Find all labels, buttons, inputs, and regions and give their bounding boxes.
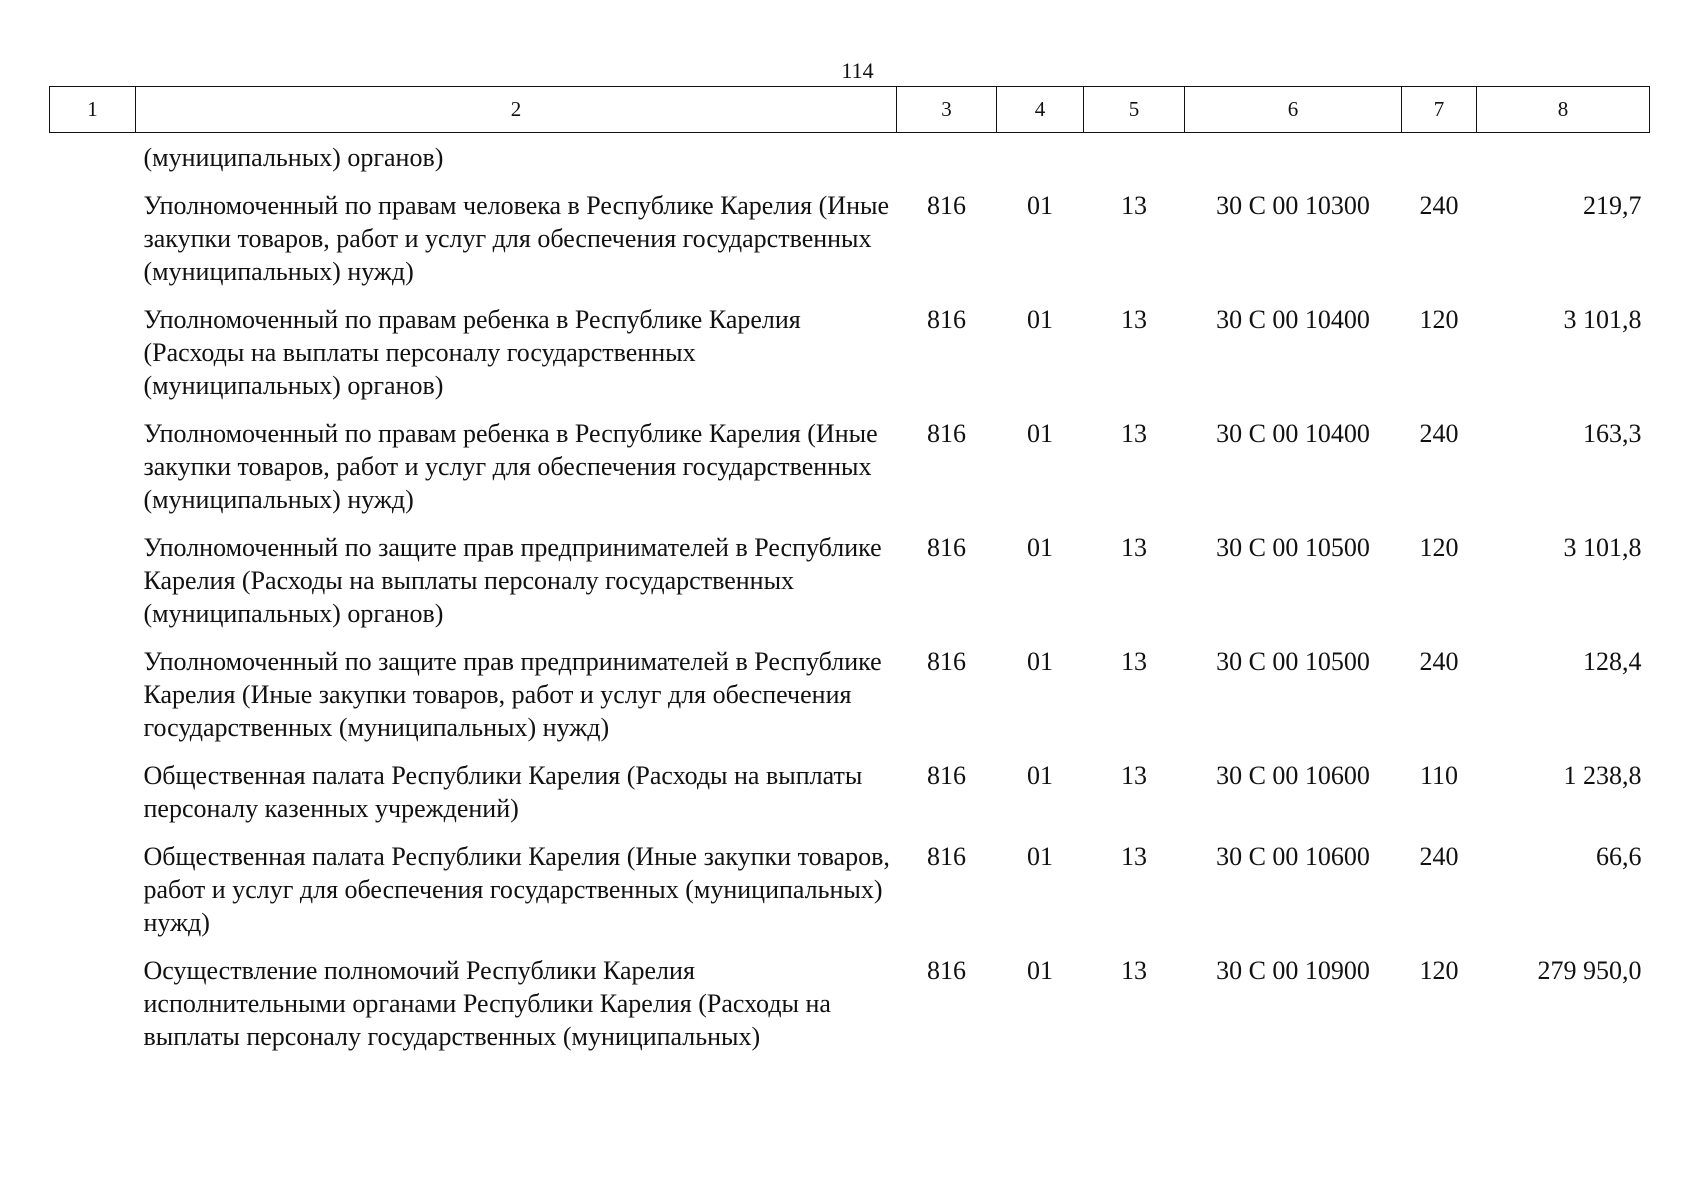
column-header-4: 4 [997,87,1084,133]
table-row [50,410,1650,524]
column-number-header-row [50,87,1650,133]
continuation-text: (муниципальных) органов) [143,143,444,172]
ministry-code: 816 [927,956,966,985]
column-header-5: 5 [1084,87,1185,133]
table-row [50,182,1650,296]
target-article-code: 30 С 00 10400 [1216,419,1370,448]
column-header-8: 8 [1477,87,1650,133]
amount-value: 219,7 [1583,191,1642,220]
empty-cell [50,638,136,752]
table-row [50,752,1650,833]
empty-cell [50,524,136,638]
amount-value: 66,6 [1596,842,1642,871]
ministry-code: 816 [927,647,966,676]
amount-value: 279 950,0 [1537,956,1642,985]
expense-type-code: 240 [1419,419,1459,448]
expense-type-code: 240 [1419,842,1459,871]
subsection-code: 13 [1121,647,1147,676]
ministry-code: 816 [927,761,966,790]
target-article-code: 30 С 00 10900 [1216,956,1370,985]
ministry-code: 816 [927,191,966,220]
table-row [50,947,1650,1061]
empty-cell [50,182,136,296]
continuation-row [50,133,1650,183]
subsection-code: 13 [1121,533,1147,562]
table-row [50,524,1650,638]
empty-cell [50,752,136,833]
empty-cell [50,947,136,1061]
section-code: 01 [1027,761,1053,790]
table-row [50,638,1650,752]
ministry-code: 816 [927,419,966,448]
amount-value: 1 238,8 [1563,761,1642,790]
row-description: Уполномоченный по защите прав предпринимателей в Республике Карелия (Иные закупки товаров, работ и услуг для обеспечения государственных (муниципальных) нужд) [143,647,882,742]
row-description: Общественная палата Республики Карелия (Иные закупки товаров, работ и услуг для обеспечения государственных (муниципальных) нужд) [143,842,890,937]
ministry-code: 816 [927,842,966,871]
section-code: 01 [1027,305,1053,334]
column-header-1: 1 [50,87,136,133]
target-article-code: 30 С 00 10500 [1216,533,1370,562]
target-article-code: 30 С 00 10400 [1216,305,1370,334]
expense-type-code: 240 [1419,191,1459,220]
column-header-7: 7 [1402,87,1477,133]
target-article-code: 30 С 00 10600 [1216,761,1370,790]
target-article-code: 30 С 00 10500 [1216,647,1370,676]
row-description: Осуществление полномочий Республики Карелия исполнительными органами Республики Карелия (Расходы на выплаты персоналу государственных (муниципальных) [143,956,831,1051]
amount-value: 3 101,8 [1563,305,1642,334]
table-row [50,296,1650,410]
section-code: 01 [1027,647,1053,676]
row-description: Уполномоченный по защите прав предпринимателей в Республике Карелия (Расходы на выплаты персоналу государственных (муниципальных) органов) [143,533,882,628]
budget-table [49,86,1650,1061]
column-header-3: 3 [897,87,997,133]
subsection-code: 13 [1121,842,1147,871]
expense-type-code: 110 [1419,761,1459,790]
table-row [50,833,1650,947]
expense-type-code: 120 [1419,533,1459,562]
empty-cell [50,296,136,410]
amount-value: 128,4 [1583,647,1642,676]
section-code: 01 [1027,419,1053,448]
column-header-6: 6 [1185,87,1402,133]
target-article-code: 30 С 00 10300 [1216,191,1370,220]
amount-value: 3 101,8 [1563,533,1642,562]
target-article-code: 30 С 00 10600 [1216,842,1370,871]
expense-type-code: 120 [1419,305,1459,334]
page-number: 114 [841,58,874,83]
row-description: Уполномоченный по правам ребенка в Республике Карелия (Иные закупки товаров, работ и услуг для обеспечения государственных (муниципальных) нужд) [143,419,878,514]
subsection-code: 13 [1121,956,1147,985]
section-code: 01 [1027,842,1053,871]
row-description: Общественная палата Республики Карелия (Расходы на выплаты персоналу казенных учреждений) [143,761,863,823]
section-code: 01 [1027,191,1053,220]
subsection-code: 13 [1121,191,1147,220]
empty-cell [50,410,136,524]
subsection-code: 13 [1121,761,1147,790]
expense-type-code: 120 [1419,956,1459,985]
subsection-code: 13 [1121,419,1147,448]
expense-type-code: 240 [1419,647,1459,676]
ministry-code: 816 [927,533,966,562]
subsection-code: 13 [1121,305,1147,334]
section-code: 01 [1027,956,1053,985]
empty-cell [50,133,136,183]
empty-cell [50,833,136,947]
column-header-2: 2 [136,87,897,133]
row-description: Уполномоченный по правам человека в Республике Карелия (Иные закупки товаров, работ и услуг для обеспечения государственных (муниципальных) нужд) [143,191,889,286]
row-description: Уполномоченный по правам ребенка в Республике Карелия (Расходы на выплаты персоналу государственных (муниципальных) органов) [143,305,801,400]
ministry-code: 816 [927,305,966,334]
section-code: 01 [1027,533,1053,562]
amount-value: 163,3 [1583,419,1642,448]
